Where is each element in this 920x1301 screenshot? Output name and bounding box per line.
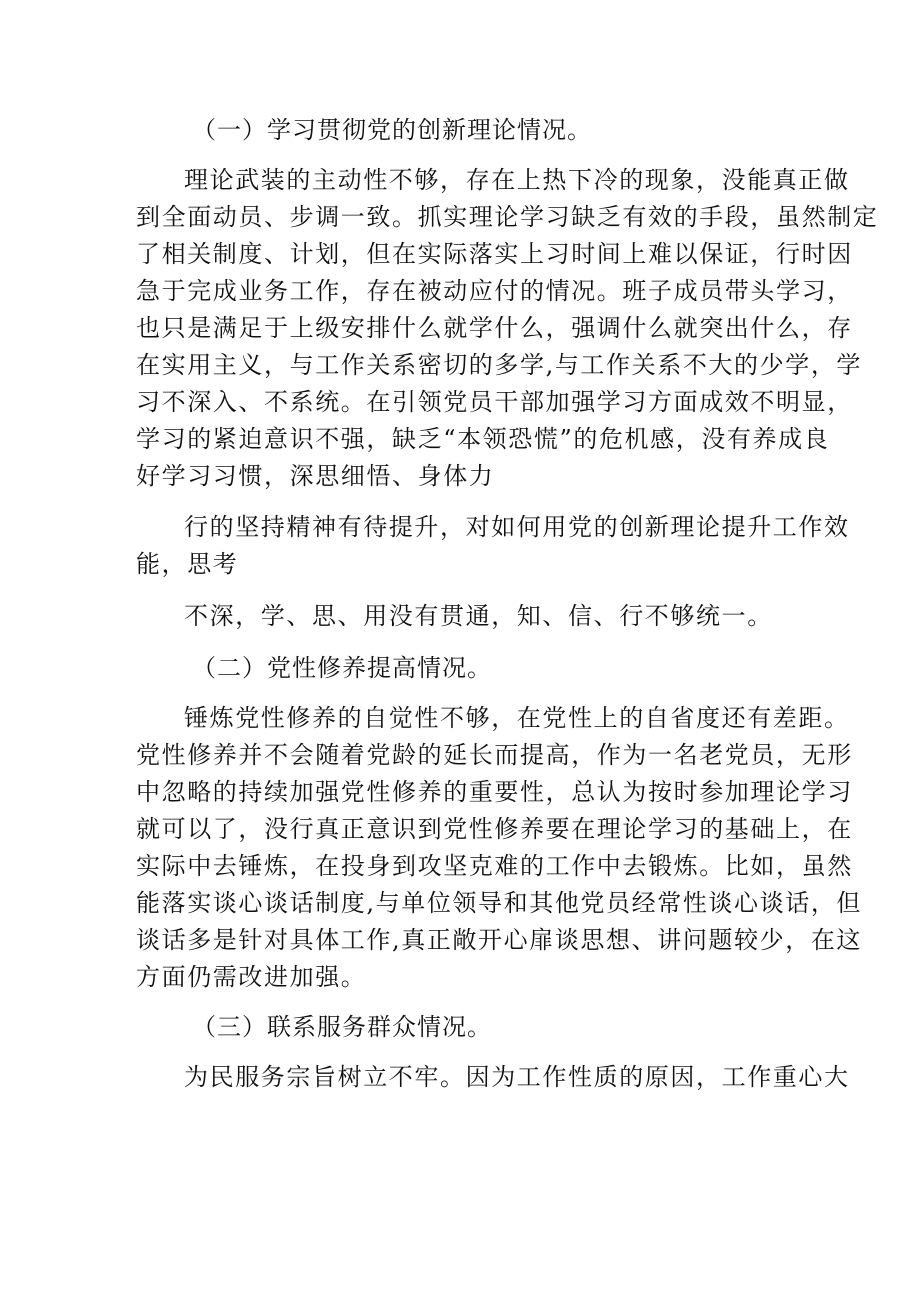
paragraph-line: 党性修养并不会随着党龄的延长而提高，作为一名老党员，无形 (136, 741, 853, 769)
section-2-heading: （二）党性修养提高情况。 (192, 654, 492, 682)
paragraph-line: 也只是满足于上级安排什么就学什么，强调什么就突出什么，存 (136, 314, 853, 342)
paragraph-line: 到全面动员、步调一致。抓实理论学习缺乏有效的手段，虽然制定 (136, 203, 879, 231)
paragraph-line: 好学习习惯，深思细悟、身体力 (136, 462, 495, 490)
paragraph-line: 在实用主义，与工作关系密切的多学,与工作关系不大的少学，学 (136, 351, 863, 379)
paragraph-line: 谈话多是针对具体工作,真正敞开心扉谈思想、讲问题较少，在这 (136, 926, 863, 954)
paragraph-line: 学习的紧迫意识不强，缺乏“本领恐慌”的危机感，没有养成良 (136, 425, 830, 453)
paragraph-line: 理论武装的主动性不够，存在上热下冷的现象，没能真正做 (184, 166, 850, 194)
paragraph-line: 为民服务宗旨树立不牢。因为工作性质的原因，工作重心大 (184, 1063, 850, 1091)
paragraph-line: 习不深入、不系统。在引领党员干部加强学习方面成效不明显， (136, 388, 853, 416)
paragraph-line: 了相关制度、计划，但在实际落实上习时间上难以保证，行时因 (136, 240, 853, 268)
paragraph-line: 能落实谈心谈话制度,与单位领导和其他党员经常性谈心谈话，但 (136, 889, 863, 917)
paragraph-line: 实际中去锤炼，在投身到攻坚克难的工作中去锻炼。比如，虽然 (136, 852, 853, 880)
paragraph-line: 中忽略的持续加强党性修养的重要性，总认为按时参加理论学习 (136, 778, 853, 806)
paragraph-line: 急于完成业务工作，存在被动应付的情况。班子成员带头学习， (136, 277, 853, 305)
paragraph-line: 锤炼党性修养的自觉性不够，在党性上的自省度还有差距。 (184, 704, 850, 732)
section-3-heading: （三）联系服务群众情况。 (192, 1013, 492, 1041)
paragraph-line: 不深，学、思、用没有贯通，知、信、行不够统一。 (184, 602, 773, 630)
paragraph-line: 就可以了，没行真正意识到党性修养要在理论学习的基础上，在 (136, 815, 853, 843)
paragraph-line: 行的坚持精神有待提升，对如何用党的创新理论提升工作效 (184, 513, 850, 541)
section-1-heading: （一）学习贯彻党的创新理论情况。 (192, 116, 592, 144)
paragraph-line: 能，思考 (136, 550, 239, 578)
paragraph-line: 方面仍需改进加强。 (136, 963, 367, 991)
